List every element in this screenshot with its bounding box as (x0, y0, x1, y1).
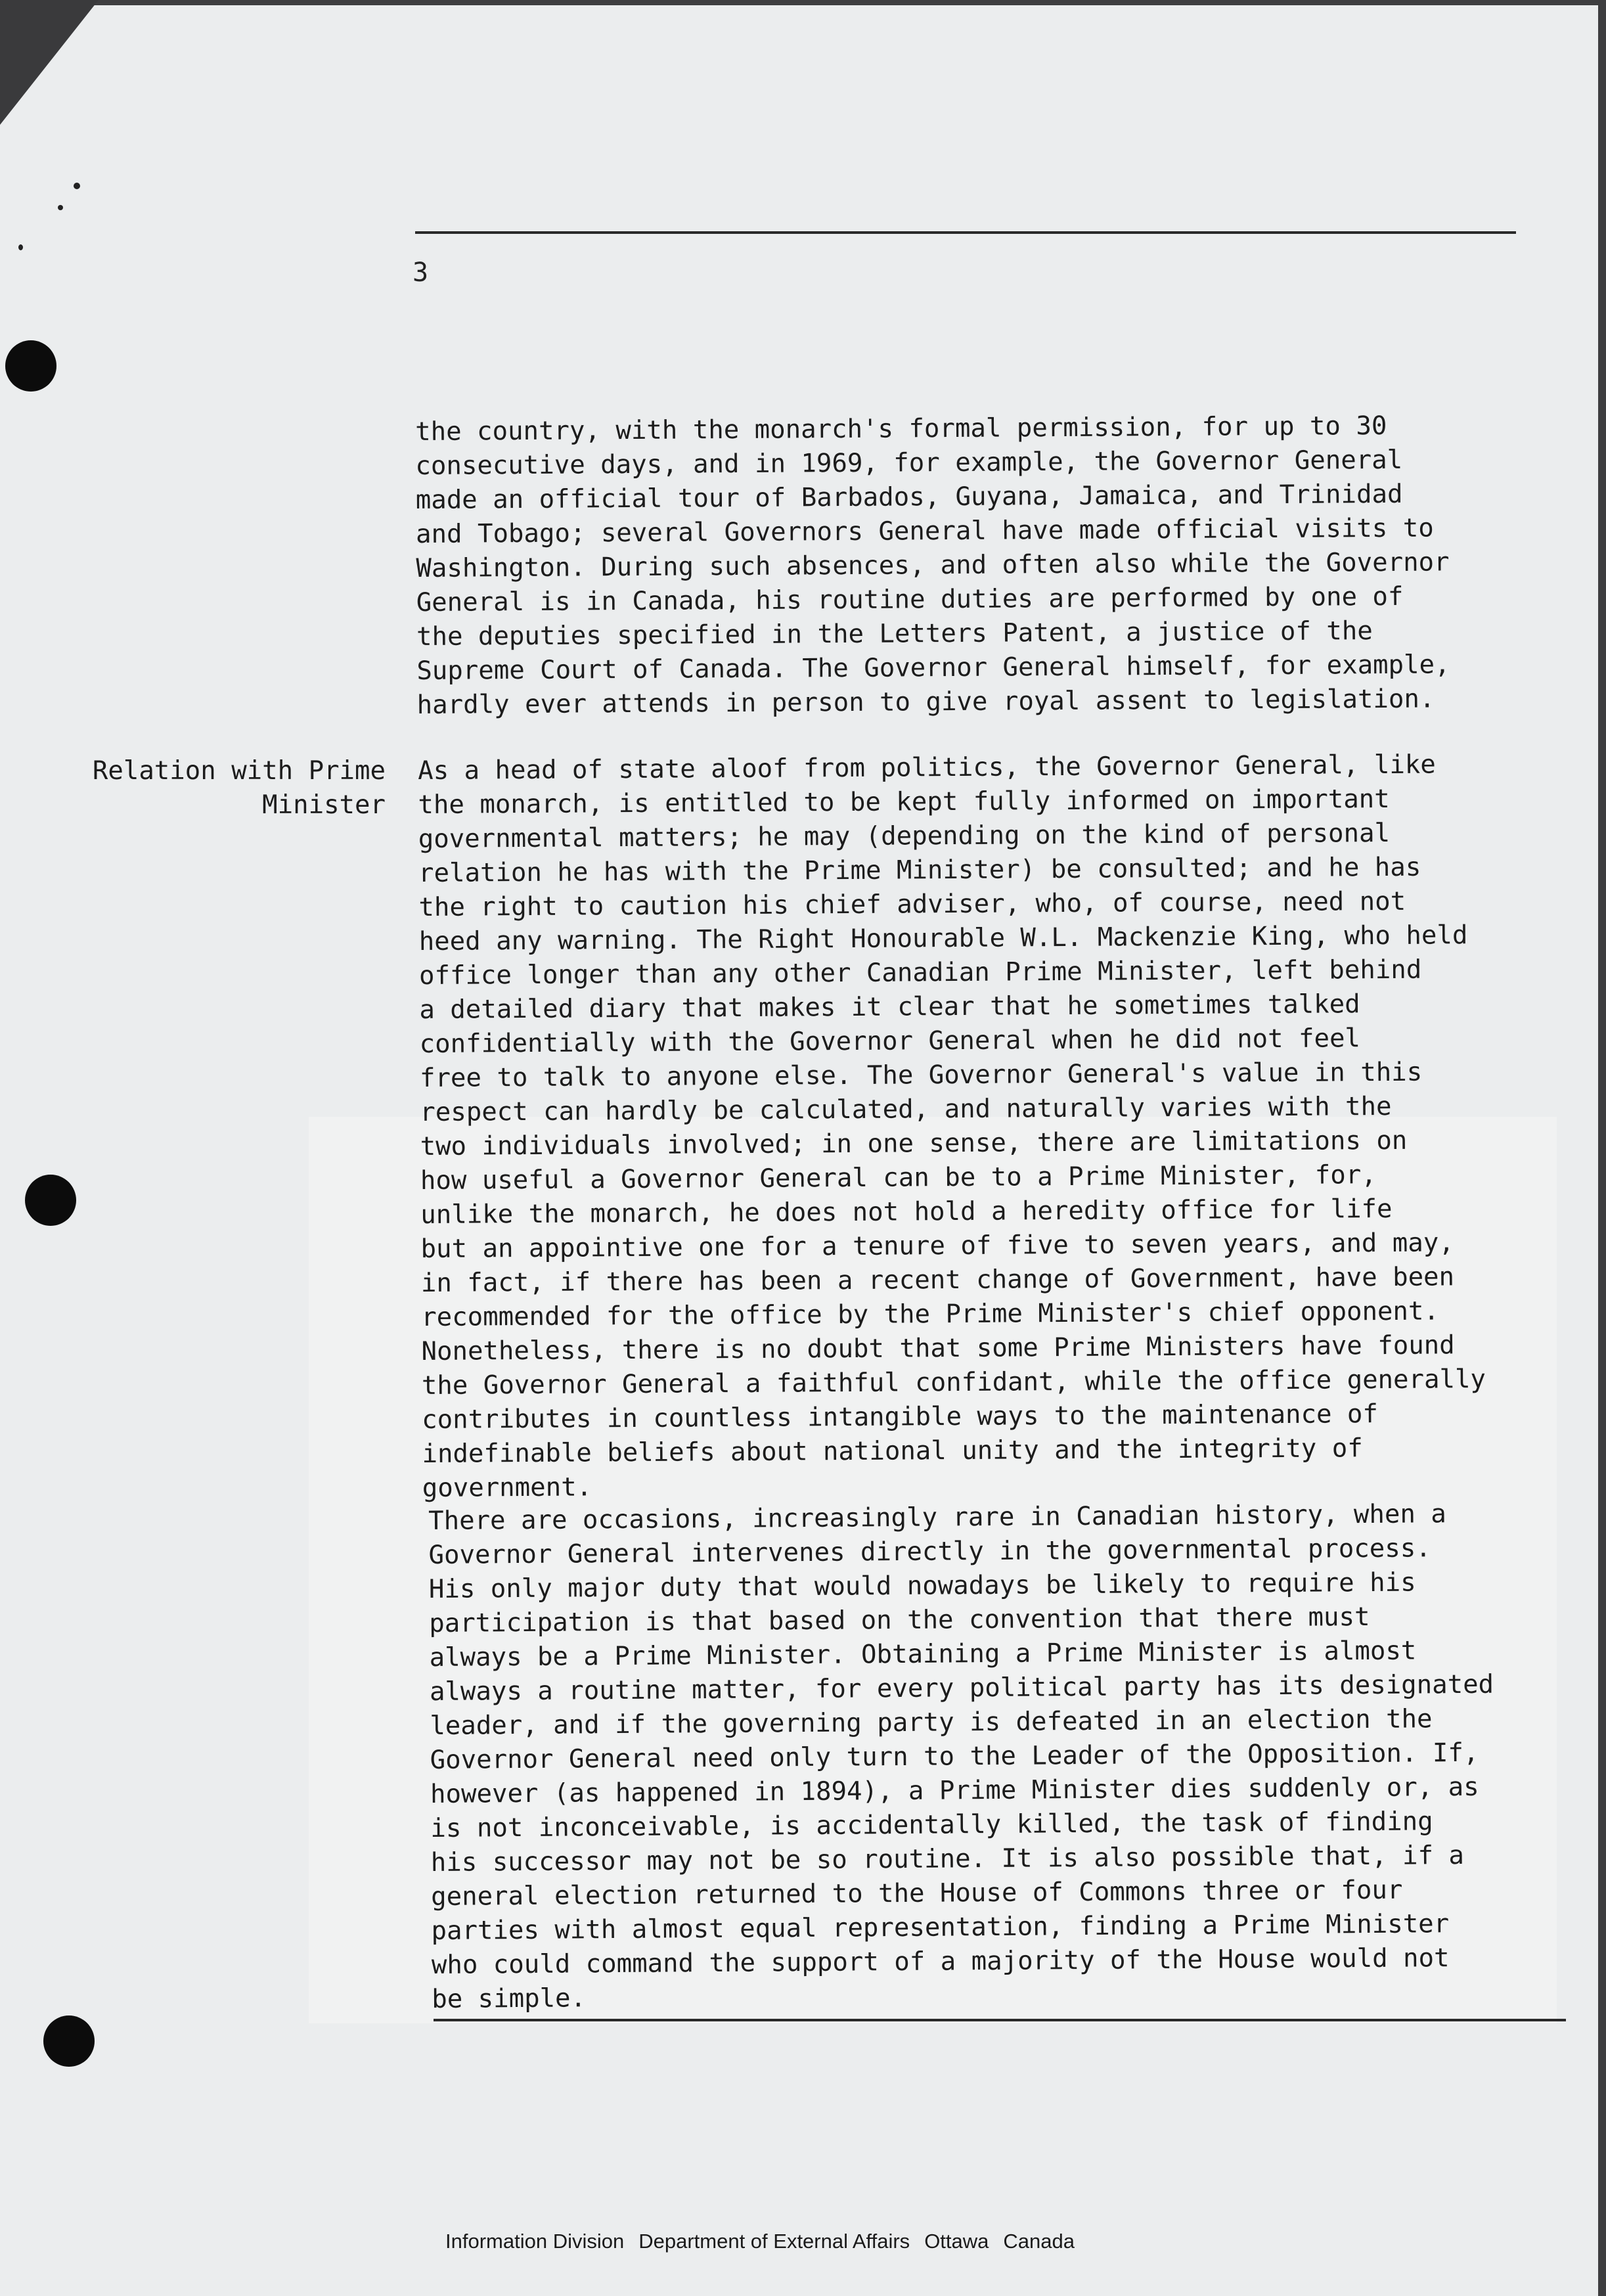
text-line: general election returned to the House of Commons three or four (431, 1875, 1403, 1912)
punch-hole-bottom (43, 2015, 95, 2067)
footer-rule (434, 2019, 1566, 2021)
text-line: Supreme Court of Canada. The Governor General himself, for example, (416, 650, 1450, 686)
text-line: respect can hardly be calculated, and naturally varies with the (420, 1091, 1392, 1127)
margin-note-line: Minister (262, 790, 386, 820)
text-line: Governor General intervenes directly in the governmental process. (428, 1533, 1431, 1570)
folded-corner-shadow (0, 0, 99, 125)
ink-speck (74, 183, 80, 189)
text-line: His only major duty that would nowadays be likely to require his (428, 1567, 1416, 1604)
ink-speck (58, 205, 63, 210)
punch-hole-middle (25, 1175, 76, 1226)
text-line: relation he has with the Prime Minister) be consulted; and he has (418, 852, 1421, 888)
text-line: confidentially with the Governor General when he did not feel (419, 1024, 1361, 1059)
text-line: the right to caution his chief adviser, who, of course, need not (418, 886, 1406, 922)
paragraph-2 (418, 748, 1486, 1506)
scan-top-edge (0, 0, 1606, 5)
text-line: how useful a Governor General can be to a Prime Minister, for, (420, 1160, 1377, 1196)
text-line: As a head of state aloof from politics, the Governor General, like (418, 750, 1436, 786)
text-line: consecutive days, and in 1969, for example, the Governor General (415, 445, 1403, 481)
text-line: hardly ever attends in person to give royal assent to legislation. (416, 684, 1435, 720)
text-line: contributes in countless intangible ways to the maintenance of (422, 1399, 1379, 1435)
text-line: unlike the monarch, he does not hold a heredity office for life (420, 1194, 1393, 1230)
text-line: parties with almost equal representation, finding a Prime Minister (431, 1909, 1450, 1946)
footer-country: Canada (1003, 2230, 1075, 2253)
text-line: Nonetheless, there is no doubt that some Prime Ministers have found (421, 1330, 1455, 1366)
text-line: free to talk to anyone else. The Governor General's value in this (419, 1057, 1423, 1093)
text-line: in fact, if there has been a recent change of Government, have been (420, 1262, 1455, 1298)
text-line: two individuals involved; in one sense, there are limitations on (420, 1125, 1408, 1161)
text-line: always be a Prime Minister. Obtaining a Prime Minister is almost (429, 1636, 1417, 1673)
text-line: leader, and if the governing party is defeated in an election the (430, 1704, 1433, 1741)
footer-department: Department of External Affairs (638, 2230, 910, 2253)
footer (445, 2230, 1089, 2253)
text-line: the Governor General a faithful confidant, while the office generally (421, 1364, 1486, 1401)
text-line: Washington. During such absences, and often also while the Governor (416, 547, 1450, 583)
text-line: There are occasions, increasingly rare in Canadian history, when a (428, 1499, 1446, 1536)
scan-right-edge (1598, 0, 1606, 2296)
text-line: General is in Canada, his routine duties are performed by one of (416, 581, 1404, 618)
header-rule (415, 231, 1516, 234)
text-line: always a routine matter, for every political party has its designated (429, 1669, 1494, 1707)
page-number: 3 (413, 258, 429, 288)
text-line: the country, with the monarch's formal permission, for up to 30 (415, 411, 1387, 447)
punch-hole-top (5, 340, 56, 392)
margin-note-line: Relation with Prime (92, 756, 386, 786)
text-line: who could command the support of a majority of the House would not (431, 1943, 1450, 1980)
text-line: participation is that based on the convention that there must (429, 1602, 1370, 1638)
text-line: indefinable beliefs about national unity and the integrity of (422, 1433, 1363, 1469)
footer-division: Information Division (445, 2230, 625, 2253)
text-line: heed any warning. The Right Honourable W.L. Mackenzie King, who held (418, 920, 1468, 957)
text-line: but an appointive one for a tenure of five to seven years, and may, (420, 1228, 1454, 1264)
ink-speck (18, 244, 23, 250)
text-line: government. (422, 1472, 592, 1503)
paragraph-3 (428, 1497, 1496, 2017)
text-line: be simple. (432, 1983, 587, 2014)
text-line: a detailed diary that makes it clear that he sometimes talked (419, 989, 1360, 1025)
text-line: Governor General need only turn to the Leader of the Opposition. If, (430, 1738, 1479, 1775)
footer-city: Ottawa (924, 2230, 989, 2253)
text-line: however (as happened in 1894), a Prime Minister dies suddenly or, as (430, 1772, 1479, 1809)
text-line: is not inconceivable, is accidentally killed, the task of finding (430, 1807, 1433, 1843)
text-line: his successor may not be so routine. It is also possible that, if a (430, 1841, 1465, 1878)
text-line: and Tobago; several Governors General have made official visits to (415, 513, 1434, 549)
paragraph-1 (415, 409, 1450, 723)
text-line: the deputies specified in the Letters Patent, a justice of the (416, 616, 1373, 652)
text-line: the monarch, is entitled to be kept fully informed on important (418, 784, 1390, 820)
text-line: governmental matters; he may (depending on the kind of personal (418, 818, 1391, 854)
margin-note (93, 754, 386, 822)
text-line: office longer than any other Canadian Prime Minister, left behind (418, 955, 1422, 991)
text-line: recommended for the office by the Prime Minister's chief opponent. (421, 1296, 1440, 1332)
text-line: made an official tour of Barbados, Guyana, Jamaica, and Trinidad (415, 479, 1403, 515)
